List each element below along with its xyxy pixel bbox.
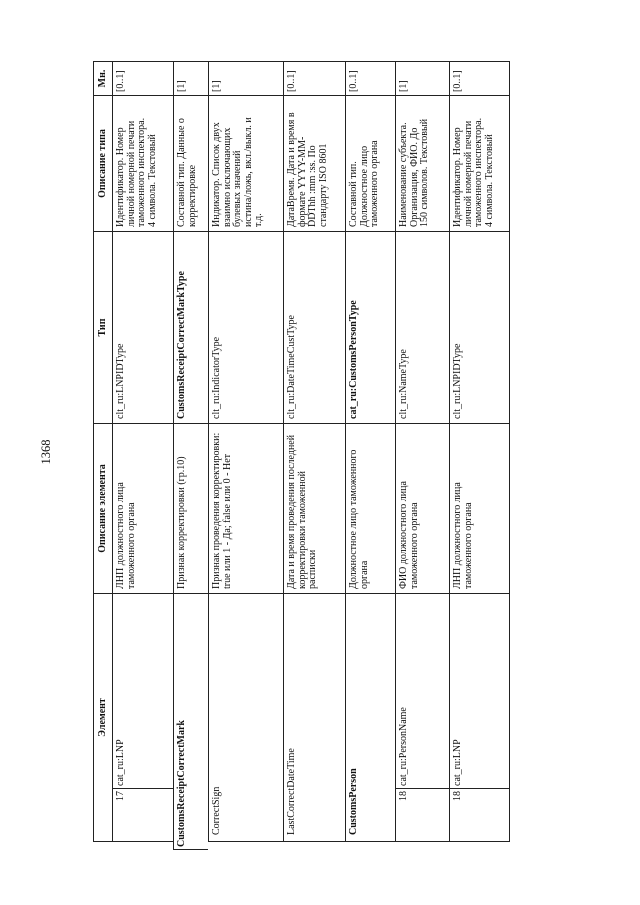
element-name: LastCorrectDateTime <box>286 748 297 835</box>
element-description-cell: Дата и время проведения последней корректировки таможенной расписки <box>283 424 345 594</box>
table-row <box>112 62 173 842</box>
element-name: cat_ru:LNP <box>452 739 463 786</box>
type-description-cell: Индикатор. Список двух взаимно исключающих булевых значений истина/ложь, вкл./выкл. и т.д. <box>208 96 283 232</box>
multiplicity-cell: [0..1] <box>345 62 395 96</box>
type-description-cell: Наименование субъекта. Организация, ФИО. До 150 символов. Текстовый <box>395 96 449 232</box>
type-description-cell: Идентификатор. Номер личной номерной печати таможенного инспектора. 4 символа. Текстовый <box>449 96 509 232</box>
type-cell: clt_ru:IndicatorType <box>208 232 283 424</box>
element-description-cell: Признак проведения корректировки: true или 1 - Да; false или 0 - Нет <box>208 424 283 594</box>
page-number: 1368 <box>39 439 53 465</box>
header-type: Тип <box>93 232 112 424</box>
type-cell: clt_ru:NameType <box>395 232 449 424</box>
row-number: 18 <box>452 791 463 801</box>
table-row <box>283 62 345 842</box>
multiplicity-cell: [1] <box>208 62 283 96</box>
element-cell <box>395 594 449 842</box>
type-description-cell: ДатаВремя. Дата и время в формате YYYY-MM- DDThh :mm :ss. По стандарту ISO 8601 <box>283 96 345 232</box>
element-cell <box>112 594 173 842</box>
type-cell: CustomsReceiptCorrectMarkType <box>173 232 208 424</box>
table-row <box>449 62 509 842</box>
element-description-cell: ФИО должностного лица таможенного органа <box>395 424 449 594</box>
multiplicity-cell: [0..1] <box>112 62 173 96</box>
nesting-divider <box>450 788 509 789</box>
type-description-cell: Составной тип. Должностное лицо таможенного органа <box>345 96 395 232</box>
table-row <box>345 62 395 842</box>
element-name: CustomsPerson <box>348 768 359 835</box>
type-description-cell: Идентификатор. Номер личной номерной печати таможенного инспектора. 4 символа. Текстовый <box>112 96 173 232</box>
table-header-row <box>93 62 112 842</box>
element-description-cell: Признак корректировки (гр.10) <box>173 424 208 594</box>
element-name: cat_ru:PersonName <box>398 707 409 786</box>
nesting-divider <box>113 788 173 789</box>
type-cell: clt_ru:DateTimeCustType <box>283 232 345 424</box>
type-cell: clt_ru:LNPIDType <box>112 232 173 424</box>
table-row <box>208 62 283 842</box>
multiplicity-cell: [1] <box>395 62 449 96</box>
multiplicity-cell: [0..1] <box>449 62 509 96</box>
element-cell <box>173 594 208 850</box>
type-cell: cat_ru:CustomsPersonType <box>345 232 395 424</box>
header-multiplicity: Мн. <box>93 62 112 96</box>
multiplicity-cell: [1] <box>173 62 208 96</box>
element-cell <box>208 594 283 842</box>
element-description-cell: ЛНП должностного лица таможенного органа <box>112 424 173 594</box>
row-number: 18 <box>398 791 409 801</box>
multiplicity-cell: [0..1] <box>283 62 345 96</box>
type-cell: clt_ru:LNPIDType <box>449 232 509 424</box>
header-element: Элемент <box>93 594 112 842</box>
element-cell <box>449 594 509 842</box>
table-row <box>173 62 208 847</box>
element-name: CustomsReceiptCorrectMark <box>176 720 187 847</box>
element-cell <box>345 594 395 842</box>
header-element-description: Описание элемента <box>93 424 112 594</box>
type-description-cell: Составной тип. Данные о корректировке <box>173 96 208 232</box>
element-name: CorrectSign <box>211 786 222 835</box>
element-description-cell: ЛНП должностного лица таможенного органа <box>449 424 509 594</box>
element-name: cat_ru:LNP <box>115 739 126 786</box>
element-description-cell: Должностное лицо таможенного органа <box>345 424 395 594</box>
spec-table <box>93 61 510 847</box>
nesting-divider <box>396 788 449 789</box>
row-number: 17 <box>115 791 126 801</box>
element-cell <box>283 594 345 842</box>
header-type-description: Описание типа <box>93 96 112 232</box>
table-row <box>395 62 449 842</box>
